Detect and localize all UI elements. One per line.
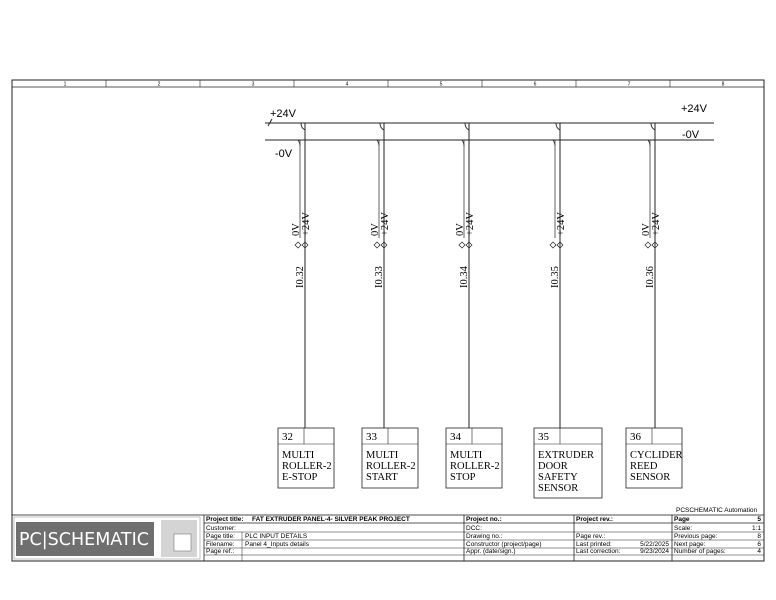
device-description-line: STOP — [450, 472, 476, 483]
terminal-symbol — [374, 242, 380, 248]
project-rev-label: Project rev.: — [576, 516, 614, 523]
terminal-symbol — [645, 242, 651, 248]
device-description-line: CYCLIDER — [630, 450, 683, 461]
device-description-line: DOOR — [538, 461, 568, 472]
last-printed: 5/22/2025 — [640, 541, 669, 548]
device-description-line: MULTI — [366, 450, 399, 461]
device-description-line: REED — [630, 461, 658, 472]
device-description-line: MULTI — [282, 450, 315, 461]
plc-address: I0.35 — [550, 266, 561, 288]
plc-address: I0.36 — [645, 266, 656, 288]
plc-address: I0.32 — [295, 266, 306, 288]
constructor-label: Constructor (project/page) — [466, 541, 542, 548]
terminal-symbol — [295, 242, 301, 248]
ground-label: 0V — [641, 223, 652, 236]
supply-label: +24V — [301, 211, 312, 236]
rail-tap — [465, 123, 469, 130]
project-title-label: Project title: — [206, 516, 244, 523]
project-title: FAT EXTRUDER PANEL-4- SILVER PEAK PROJECT — [252, 516, 410, 523]
filename-label: Filename: — [206, 541, 235, 548]
ruler-column-label: 2 — [157, 81, 161, 88]
supply-label: +24V — [380, 211, 391, 236]
input-circuit — [626, 123, 683, 488]
device-description-line: SENSOR — [538, 483, 579, 494]
page-rev-label: Page rev.: — [576, 533, 606, 540]
page-label: Page — [674, 516, 690, 523]
rail-tap — [380, 123, 384, 130]
input-circuit — [446, 123, 502, 488]
terminal-symbol — [550, 242, 556, 248]
rail-tap — [301, 123, 305, 130]
project-no-label: Project no.: — [466, 516, 502, 523]
previous-page-label: Previous page: — [674, 533, 718, 540]
device-description-line: E-STOP — [282, 472, 318, 483]
rail-tap — [651, 123, 655, 130]
drawing-no-label: Drawing no.: — [466, 533, 503, 540]
page-number: 5 — [757, 516, 761, 523]
ground-label: 0V — [291, 223, 302, 236]
device-number: 35 — [538, 431, 549, 443]
scale-value: 1:1 — [751, 525, 761, 532]
plc-address: I0.34 — [459, 266, 470, 288]
rail-tap — [556, 123, 560, 130]
device-description-line: ROLLER-2 — [282, 461, 332, 472]
scale-label: Scale: — [674, 525, 693, 532]
input-circuit — [362, 123, 418, 488]
supply-label: +24V — [556, 211, 567, 236]
appr-label: Appr. (date/sign.) — [466, 548, 516, 555]
plus-rail-label-left: +24V — [270, 108, 296, 120]
page-ref-label: Page ref.: — [206, 548, 235, 555]
last-printed-label: Last printed: — [576, 541, 612, 548]
ruler-column-label: 1 — [63, 81, 67, 88]
previous-page: 8 — [757, 533, 761, 540]
ground-label: 0V — [370, 223, 381, 236]
device-number: 33 — [366, 431, 377, 443]
ruler-column-label: 4 — [345, 81, 349, 88]
plus-rail-label-right: +24V — [681, 103, 707, 115]
filename: Panel 4_Inputs details — [245, 541, 309, 548]
title-block — [12, 507, 764, 561]
device-description-line: START — [366, 472, 398, 483]
input-circuits — [278, 123, 683, 498]
last-correction-label: Last correction: — [576, 548, 621, 555]
device-description-line: ROLLER-2 — [450, 461, 500, 472]
next-page-label: Next page: — [674, 541, 706, 548]
device-description-line: EXTRUDER — [538, 450, 594, 461]
terminal-symbol — [459, 242, 465, 248]
column-ruler — [64, 80, 725, 88]
input-circuit — [534, 123, 602, 498]
ruler-column-label: 7 — [627, 81, 631, 88]
device-description-line: SAFETY — [538, 472, 578, 483]
logo-text: PC|SCHEMATIC — [19, 530, 149, 550]
drawing-frame — [12, 80, 764, 561]
ruler-column-label: 8 — [721, 81, 725, 88]
plc-address: I0.33 — [374, 266, 385, 288]
minus-rail-label-left: -0V — [275, 148, 293, 160]
number-of-pages: 4 — [757, 548, 761, 555]
dcc-label: DCC: — [466, 525, 482, 532]
ruler-column-label: 3 — [251, 81, 255, 88]
supply-label: +24V — [465, 211, 476, 236]
minus-rail-label-right: -0V — [682, 129, 700, 141]
device-description-line: MULTI — [450, 450, 483, 461]
device-number: 32 — [282, 431, 293, 443]
device-number: 36 — [630, 431, 641, 443]
last-correction: 9/23/2024 — [640, 548, 669, 555]
vendor-name: PCSCHEMATIC Automation — [676, 507, 758, 514]
device-number: 34 — [450, 431, 461, 443]
number-of-pages-label: Number of pages: — [674, 548, 726, 555]
next-page: 6 — [757, 541, 761, 548]
input-circuit — [278, 123, 334, 488]
ruler-column-label: 6 — [533, 81, 537, 88]
supply-label: +24V — [651, 211, 662, 236]
ground-label: 0V — [455, 223, 466, 236]
ruler-column-label: 5 — [439, 81, 443, 88]
device-description-line: ROLLER-2 — [366, 461, 416, 472]
customer-label: Customer: — [206, 525, 236, 532]
page-title-label: Page title: — [206, 533, 235, 540]
page-title: PLC INPUT DETAILS — [245, 533, 308, 540]
device-description-line: SENSOR — [630, 472, 671, 483]
logo-square-inner — [174, 534, 191, 551]
power-rails — [265, 103, 714, 160]
